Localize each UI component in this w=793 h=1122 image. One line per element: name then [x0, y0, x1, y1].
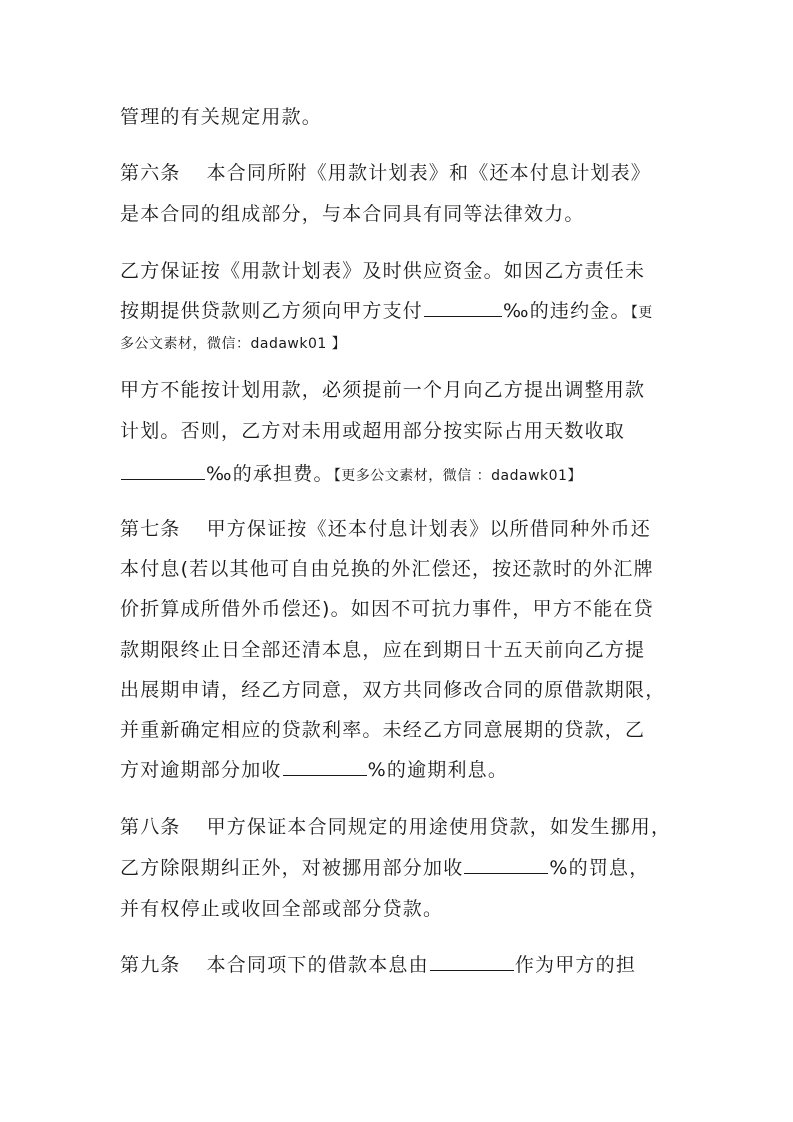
- blank-field: [430, 952, 514, 971]
- text: 本合同所附《用款计划表》和《还本付息计划表》: [206, 162, 652, 184]
- text-line: [120, 896, 443, 922]
- article-6-line: [120, 160, 651, 186]
- text: 计划。否则，乙方对未用或超用部分按实际占用天数收取: [120, 420, 626, 442]
- blank-field: [424, 298, 502, 317]
- text: 本付息(若以其他可自由兑换的外汇偿还，按还款时的外汇牌: [120, 558, 654, 580]
- text: 是本合同的组成部分，与本合同具有同等法律效力。: [120, 203, 585, 225]
- text: 本合同项下的借款本息由: [206, 954, 429, 976]
- article-9-line: [120, 952, 636, 978]
- watermark-note: 【更多公文素材，微信 ：dadawk01】: [333, 468, 582, 484]
- blank-field: [121, 461, 205, 480]
- text-line: [120, 418, 625, 444]
- text-line: [120, 258, 645, 284]
- text: 并有权停止或收回全部或部分贷款。: [120, 898, 444, 920]
- text: 作为甲方的担: [514, 954, 637, 976]
- text: %的逾期利息。: [367, 759, 509, 781]
- text-line: [120, 677, 665, 703]
- text-line: [120, 757, 508, 783]
- text: ‰的违约金。: [503, 300, 631, 322]
- text-line: [120, 461, 582, 489]
- article-label: 第七条: [120, 518, 181, 540]
- article-label: 第九条: [120, 954, 181, 976]
- text-line: [120, 556, 654, 582]
- blank-field: [464, 855, 548, 874]
- article-8-line: [120, 814, 671, 840]
- article-label: 第六条: [120, 162, 181, 184]
- text: 出展期申请，经乙方同意，双方共同修改合同的原借款期限，: [120, 679, 666, 701]
- text-line: [120, 637, 645, 663]
- text: 乙方除限期纠正外，对被挪用部分加收: [120, 857, 464, 879]
- text: 甲方保证按《还本付息计划表》以所借同种外币还: [206, 518, 652, 540]
- watermark-note: 多公文素材，微信：dadawk01 】: [120, 336, 347, 352]
- text: ‰的承担费。: [206, 463, 334, 485]
- text-line: [120, 377, 645, 403]
- text: 管理的有关规定用款。: [120, 106, 323, 128]
- text-line: [120, 201, 585, 227]
- article-label: 第八条: [120, 816, 181, 838]
- text: 方对逾期部分加收: [120, 759, 282, 781]
- text: 甲方不能按计划用款，必须提前一个月向乙方提出调整用款: [120, 379, 646, 401]
- text: %的罚息，: [549, 857, 650, 879]
- text: 价折算成所借外币偿还)。如因不可抗力事件，甲方不能在贷: [120, 598, 654, 620]
- text: 乙方保证按《用款计划表》及时供应资金。如因乙方责任未: [120, 260, 646, 282]
- text: 款期限终止日全部还清本息，应在到期日十五天前向乙方提: [120, 639, 646, 661]
- text-line: [120, 717, 645, 743]
- note-line: [120, 331, 346, 357]
- watermark-note: 【更: [630, 305, 653, 321]
- text: 甲方保证本合同规定的用途使用贷款，如发生挪用，: [206, 816, 672, 838]
- text-line: [120, 596, 654, 622]
- text: 按期提供贷款则乙方须向甲方支付: [120, 300, 424, 322]
- text: 并重新确定相应的贷款利率。未经乙方同意展期的贷款，乙: [120, 719, 646, 741]
- text-line: [120, 298, 653, 326]
- text-line: [120, 104, 322, 130]
- text-line: [120, 855, 649, 881]
- blank-field: [283, 757, 367, 776]
- article-7-line: [120, 516, 651, 542]
